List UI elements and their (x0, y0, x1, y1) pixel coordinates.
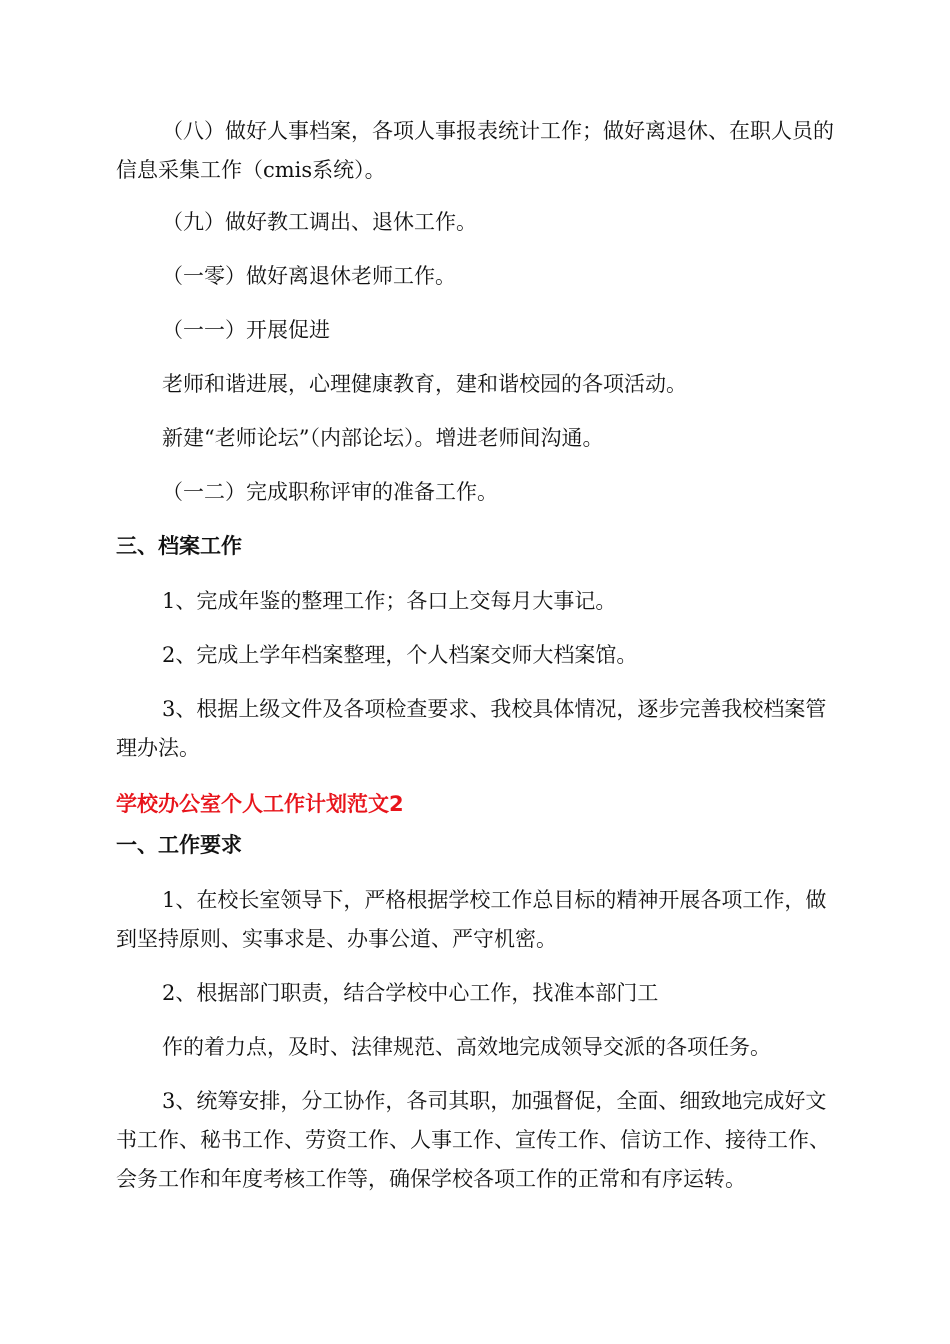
article-title-2: 学校办公室个人工作计划范文2 (116, 792, 404, 816)
paragraph-requirement-2: 2、根据部门职责，结合学校中心工作，找准本部门工 (162, 981, 659, 1005)
section-heading-requirements: 一、工作要求 (116, 833, 242, 857)
paragraph-item-11: （一一）开展促进 (162, 318, 330, 342)
paragraph-item-12: （一二）完成职称评审的准备工作。 (162, 480, 498, 504)
paragraph-item-9: （九）做好教工调出、退休工作。 (162, 210, 477, 234)
paragraph-archive-1: 1、完成年鉴的整理工作；各口上交每月大事记。 (162, 589, 617, 613)
paragraph-item-8: （八）做好人事档案，各项人事报表统计工作；做好离退休、在职人员的信息采集工作（cmis系统）。 (116, 119, 834, 182)
paragraph-archive-2: 2、完成上学年档案整理，个人档案交师大档案馆。 (162, 643, 638, 667)
section-heading-archives: 三、档案工作 (116, 534, 242, 558)
paragraph-archive-3: 3、根据上级文件及各项检查要求、我校具体情况，逐步完善我校档案管理办法。 (116, 697, 827, 760)
paragraph-harmony: 老师和谐进展，心理健康教育，建和谐校园的各项活动。 (162, 372, 687, 396)
paragraph-forum: 新建“老师论坛”（内部论坛）。增进老师间沟通。 (162, 426, 604, 450)
paragraph-requirement-2-cont: 作的着力点，及时、法律规范、高效地完成领导交派的各项任务。 (162, 1035, 771, 1059)
paragraph-requirement-3: 3、统筹安排，分工协作，各司其职，加强督促，全面、细致地完成好文书工作、秘书工作、劳资工作、人事工作、宣传工作、信访工作、接待工作、会务工作和年度考核工作等，确保学校各项工作的正常和有序运转。 (116, 1089, 830, 1191)
paragraph-item-10: （一零）做好离退休老师工作。 (162, 264, 456, 288)
paragraph-requirement-1: 1、在校长室领导下，严格根据学校工作总目标的精神开展各项工作，做到坚持原则、实事求是、办事公道、严守机密。 (116, 888, 827, 951)
